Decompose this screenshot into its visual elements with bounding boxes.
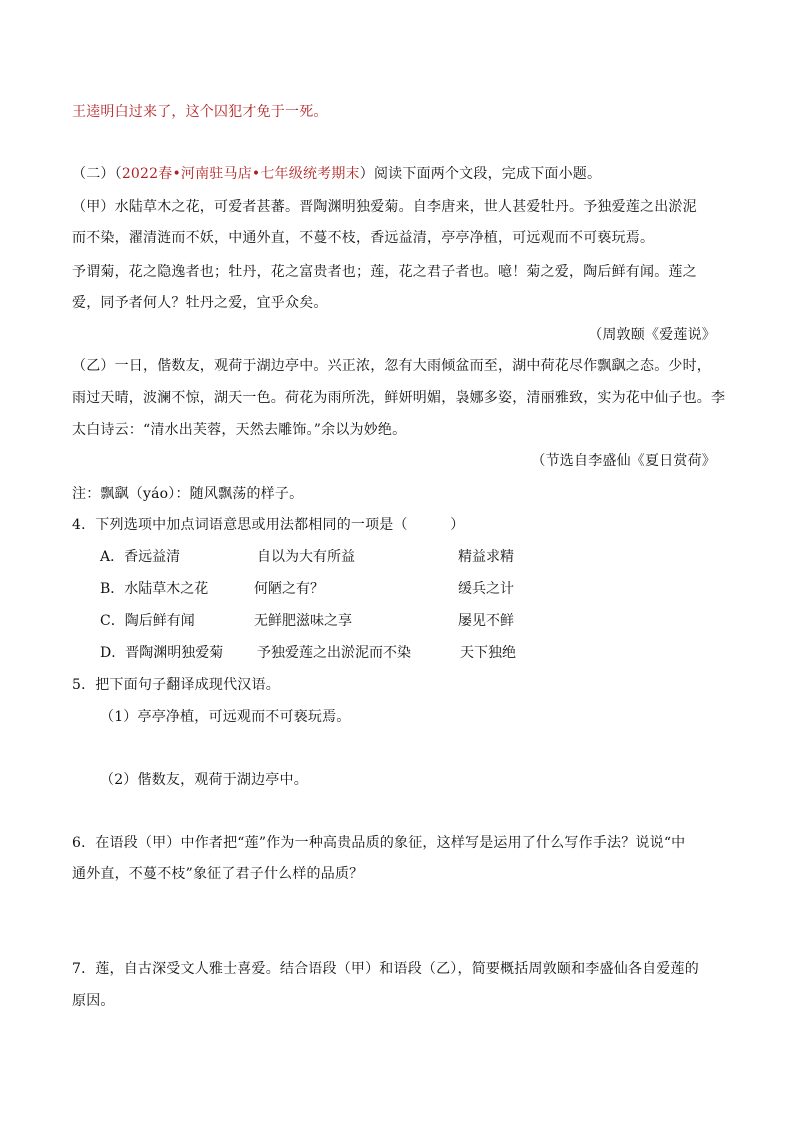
jia-paragraph1-line2: 而不染，濯清涟而不妖，中通外直，不蔓不枝，香远益清，亭亭净植，可远观而不可亵玩焉。 [72,230,655,246]
q4-option-c-compare1: 无鲜肥滋味之享 [254,613,352,629]
q4-option-a-compare2: 精益求精 [458,549,514,565]
q6-line1: 6．在语段（甲）中作者把“莲”作为一种高贵品质的象征，这样写是运用了什么写作手法？说说“中 [72,835,686,851]
section-heading [72,164,601,184]
q4-option-d-term: D．晋陶渊明独爱菊 [100,645,224,661]
top-note: 王逵明白过来了，这个囚犯才免于一死。 [72,104,328,120]
q5-sentence1: （1）亭亭净植，可远观而不可亵玩焉。 [100,709,351,725]
q4-option-c-term: C．陶后鲜有闻 [100,613,195,629]
jia-paragraph2-line1: 予谓菊，花之隐逸者也；牡丹，花之富贵者也；莲，花之君子者也。噫！菊之爱，陶后鲜有闻。莲之 [72,264,697,280]
q4-option-b-compare2: 缓兵之计 [458,581,514,597]
section-suffix: ）阅读下面两个文段，完成下面小题。 [359,166,602,182]
q4-option-c-compare2: 屡见不鲜 [458,613,514,629]
jia-paragraph2-line2: 爱，同予者何人？牡丹之爱，宜乎众矣。 [72,295,328,311]
annotation-note: 注：飘飖（yáo）：随风飘荡的样子。 [72,486,304,502]
q4-option-b-compare1: 何陋之有？ [254,581,324,597]
q7-line2: 原因。 [72,993,115,1009]
yi-line2: 雨过天晴，波澜不惊，湖天一色。荷花为雨所洗，鲜妍明媚，袅娜多姿，清丽雅致，实为花中仙子也。李 [72,390,726,406]
q4-option-a-term: A．香远益清 [100,549,181,565]
q4-stem: 4．下列选项中加点词语意思或用法都相同的一项是（ ） [72,517,465,533]
q4-option-d-compare1: 予独爱莲之出淤泥而不染 [257,645,411,661]
yi-line3: 太白诗云：“清水出芙蓉，天然去雕饰。”余以为妙绝。 [72,422,407,438]
section-prefix: （二）（ [72,166,122,182]
yi-line1: （乙）一日，偕数友，观荷于湖边亭中。兴正浓，忽有大雨倾盆而至，湖中荷花尽作飘飖之态。少时， [72,358,711,374]
section-source: 2022春•河南驻马店•七年级统考期末 [121,166,360,182]
q7-line1: 7．莲，自古深受文人雅士喜爱。结合语段（甲）和语段（乙），简要概括周敦颐和李盛仙各自爱莲的 [72,961,699,977]
jia-paragraph1-line1: （甲）水陆草木之花，可爱者甚蕃。晋陶渊明独爱菊。自李唐来，世人甚爱牡丹。予独爱莲之出淤泥 [72,199,697,215]
yi-author: （节选自李盛仙《夏日赏荷》 [531,453,716,469]
q4-option-b-term: B．水陆草木之花 [100,581,209,597]
q5-stem: 5．把下面句子翻译成现代汉语。 [72,677,280,693]
q4-option-a-compare1: 自以为大有所益 [257,549,355,565]
jia-author: （周敦颐《爱莲说》 [588,327,716,343]
q6-line2: 通外直，不蔓不枝”象征了君子什么样的品质？ [72,866,364,882]
q4-option-d-compare2: 天下独绝 [460,645,516,661]
q5-sentence2: （2）偕数友，观荷于湖边亭中。 [100,772,308,788]
